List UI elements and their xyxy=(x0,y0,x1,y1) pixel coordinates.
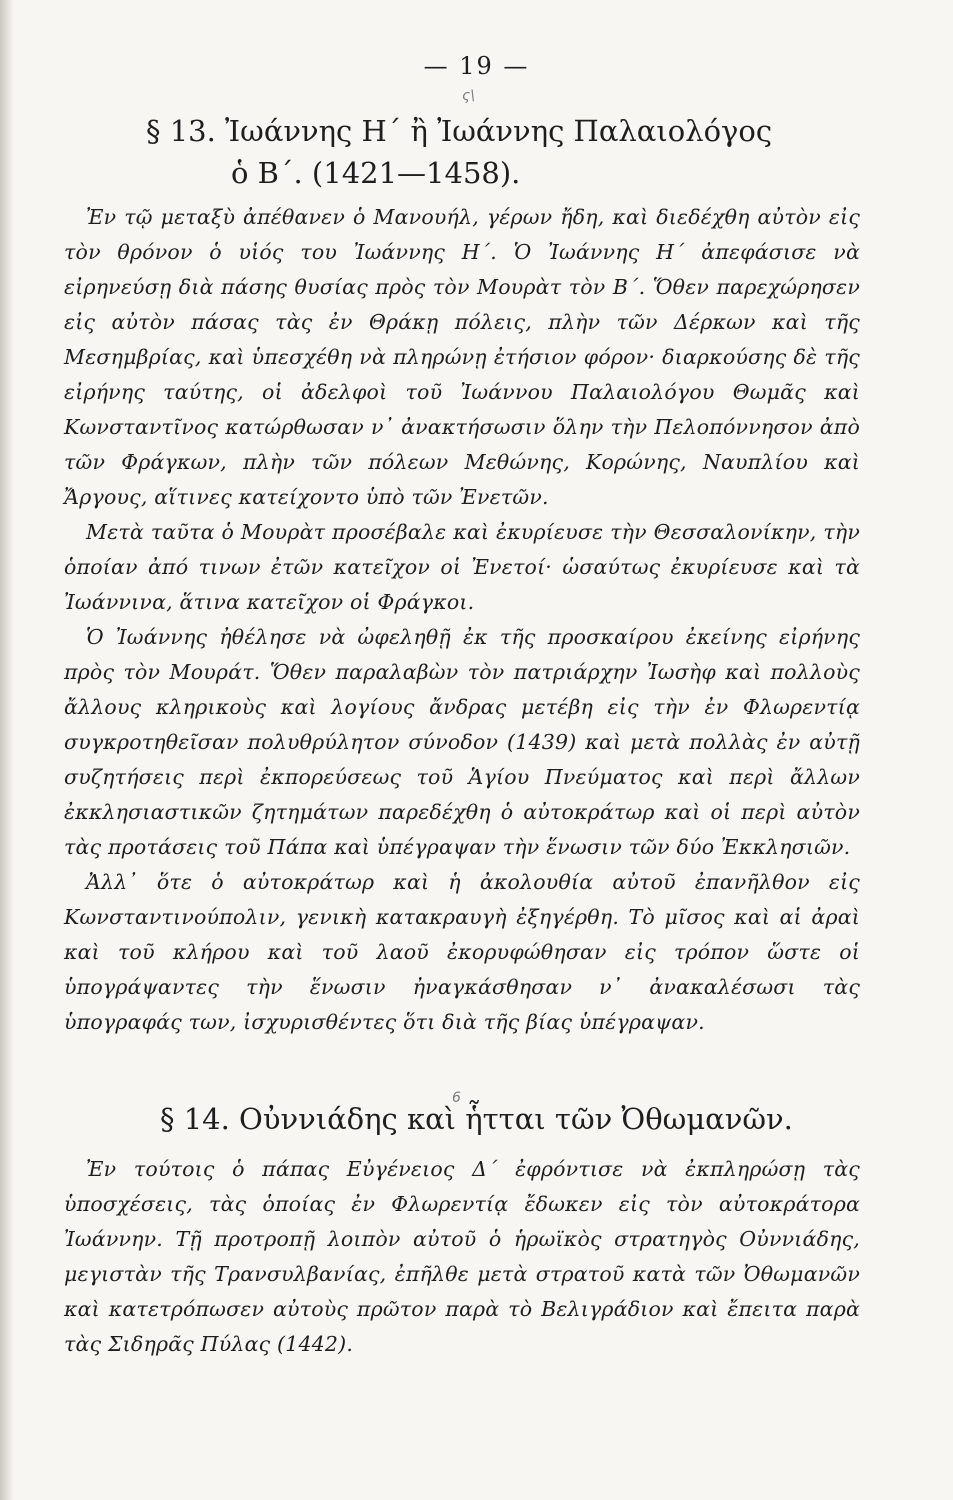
section-13-title-line-1: § 13. Ἰωάννης Η΄ ἢ Ἰωάννης Παλαιολόγος xyxy=(146,114,773,148)
paragraph: Ἐν τῷ μεταξὺ ἀπέθανεν ὁ Μανουήλ, γέρων ἤδη, καὶ διεδέχθη αὐτὸν εἰς τὸν θρόνον ὁ υἱός του Ἰωάννης Η΄. Ὁ Ἰωάννης Η΄ ἀπεφάσισε νὰ εἰρηνεύσῃ διὰ πάσης θυσίας πρὸς τὸν Μουρὰτ τὸν Β΄. Ὅθεν παρεχώρησεν εἰς αὐτὸν πάσας τὰς ἐν Θράκῃ πόλεις, πλὴν τῶν Δέρκων καὶ τῆς Μεσημβρίας, καὶ ὑπεσχέθη νὰ πληρώνῃ ἐτήσιον φόρον· διαρκούσης δὲ τῆς εἰρήνης ταύτης, οἱ ἀδελφοὶ τοῦ Ἰωάννου Παλαιολόγου Θωμᾶς καὶ Κωνσταντῖνος κατώρθωσαν ν᾽ ἀνακτήσωσιν ὅλην τὴν Πελοπόννησον ἀπὸ τῶν Φράγκων, πλὴν τῶν πόλεων Μεθώνης, Κορώνης, Ναυπλίου καὶ Ἄργους, αἵτινες κατείχοντο ὑπὸ τῶν Ἐνετῶν. xyxy=(64,205,860,509)
page-number: — 19 — xyxy=(423,52,530,80)
paragraph: Ἀλλ᾽ ὅτε ὁ αὐτοκράτωρ καὶ ἡ ἀκολουθία αὐτοῦ ἐπανῆλθον εἰς Κωνσταντινούπολιν, γενικὴ κατακραυγὴ ἐξηγέρθη. Τὸ μῖσος καὶ αἱ ἀραὶ καὶ τοῦ κλήρου καὶ τοῦ λαοῦ ἐκορυφώθησαν εἰς τρόπον ὥστε οἱ ὑπογράψαντες τὴν ἕνωσιν ἠναγκάσθησαν ν᾽ ἀνακαλέσωσι τὰς ὑπογραφάς των, ἰσχυρισθέντες ὅτι διὰ τῆς βίας ὑπέγραψαν. xyxy=(64,870,860,1034)
paragraph: Ἐν τούτοις ὁ πάπας Εὐγένειος Δ΄ ἐφρόντισε νὰ ἐκπληρώσῃ τὰς ὑποσχέσεις, τὰς ὁποίας ἐν Φλωρεντίᾳ ἔδωκεν εἰς τὸν αὐτοκράτορα Ἰωάννην. Τῇ προτροπῇ λοιπὸν αὐτοῦ ὁ ἡρωϊκὸς στρατηγὸς Οὐννιάδης, μεγιστὰν τῆς Τρανσυλβανίας, ἐπῆλθε μετὰ στρατοῦ κατὰ τῶν Ὀθωμανῶν καὶ κατετρόπωσεν αὐτοὺς πρῶτον παρὰ τὸ Βελιγράδιον καὶ ἔπειτα παρὰ τὰς Σιδηρᾶς Πύλας (1442). xyxy=(64,1157,860,1356)
section-14-title: § 14. Οὐννιάδης καὶ ἧτται τῶν Ὀθωμανῶν. xyxy=(160,1102,793,1136)
section-14-body xyxy=(64,1152,860,1362)
paragraph: Ὁ Ἰωάννης ἠθέλησε νὰ ὠφεληθῇ ἐκ τῆς προσκαίρου ἐκείνης εἰρήνης πρὸς τὸν Μουράτ. Ὅθεν παραλαβὼν τὸν πατριάρχην Ἰωσὴφ καὶ πολλοὺς ἄλλους κληρικοὺς καὶ λογίους ἄνδρας μετέβη εἰς τὴν ἐν Φλωρεντίᾳ συγκροτηθεῖσαν πολυθρύλητον σύνοδον (1439) καὶ μετὰ πολλὰς ἐν αὐτῇ συζητήσεις περὶ ἐκπορεύσεως τοῦ Ἁγίου Πνεύματος καὶ περὶ ἄλλων ἐκκλησιαστικῶν ζητημάτων παρεδέχθη ὁ αὐτοκράτωρ καὶ οἱ περὶ αὐτὸν τὰς προτάσεις τοῦ Πάπα καὶ ὑπέγραψαν τὴν ἕνωσιν τῶν δύο Ἐκκλησιῶν. xyxy=(64,625,860,859)
page-edge-shadow xyxy=(0,0,14,1500)
section-13-body xyxy=(64,200,860,1040)
pencil-annotation: ς\ xyxy=(462,88,475,104)
section-13-title-line-2: ὁ Β΄. (1421—1458). xyxy=(231,156,521,190)
paragraph: Μετὰ ταῦτα ὁ Μουρὰτ προσέβαλε καὶ ἐκυρίευσε τὴν Θεσσαλονίκην, τὴν ὁποίαν ἀπό τινων ἐτῶν κατεῖχον οἱ Ἐνετοί· ὡσαύτως ἐκυρίευσε καὶ τὰ Ἰωάννινα, ἅτινα κατεῖχον οἱ Φράγκοι. xyxy=(64,520,860,614)
pencil-annotation: 6 xyxy=(452,1090,461,1106)
